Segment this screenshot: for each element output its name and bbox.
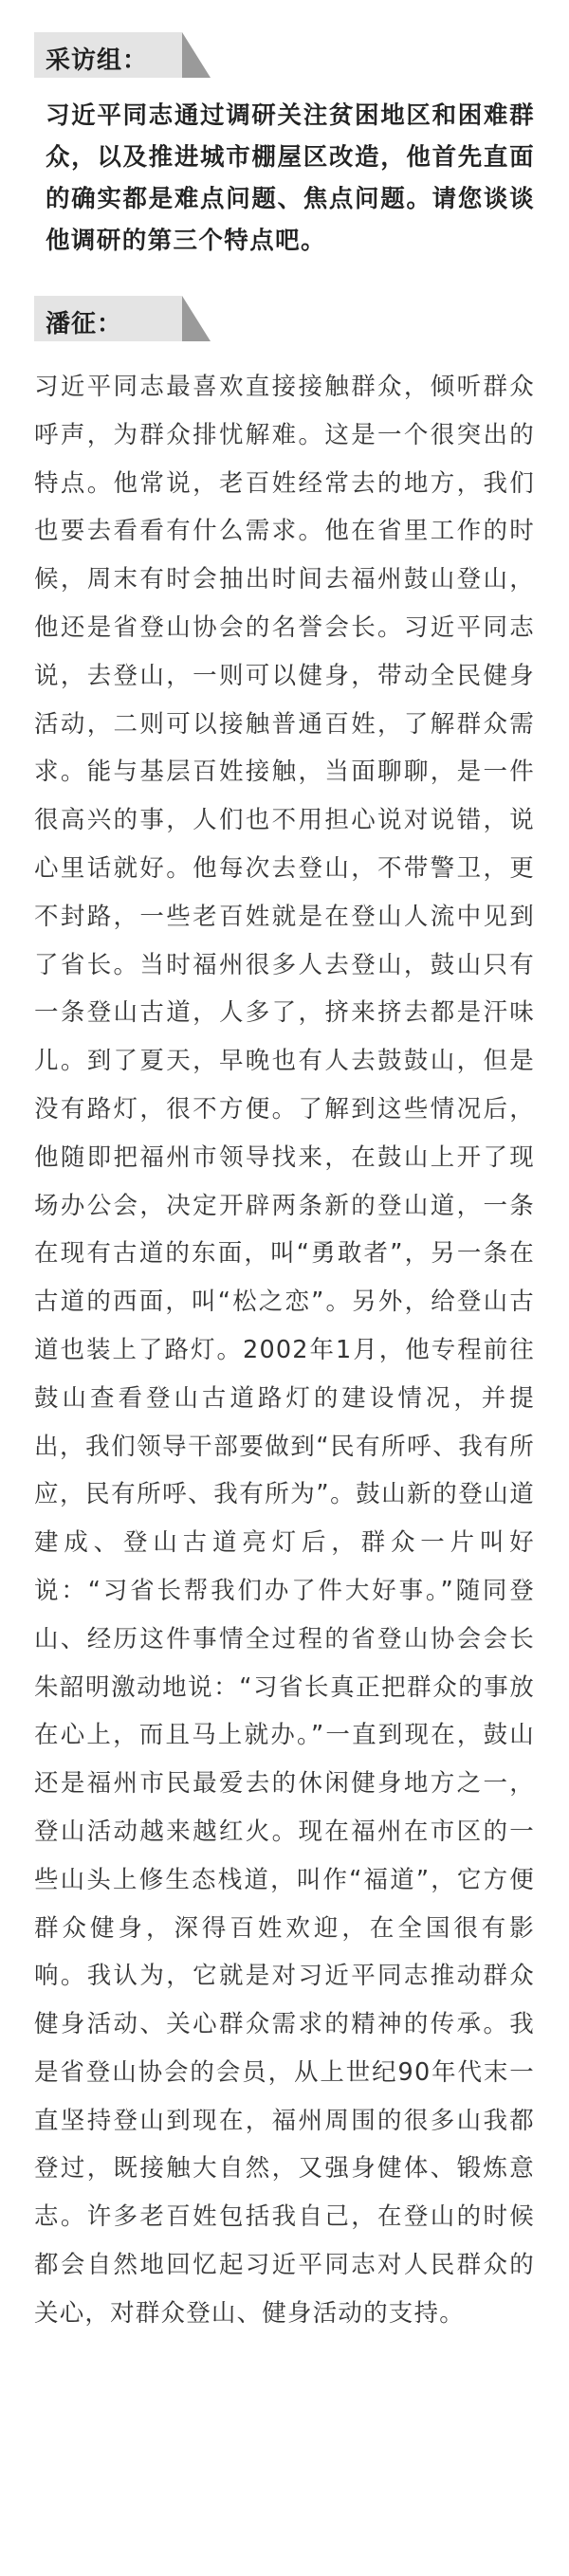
interviewee-section-header — [34, 296, 182, 341]
header-fold-decoration — [182, 32, 211, 78]
interviewer-label: 采访组： — [46, 46, 149, 75]
interviewee-answer: 习近平同志最喜欢直接接触群众，倾听群众呼声，为群众排忧解难。这是一个很突出的特点。他常说，老百姓经常去的地方，我们也要去看看有什么需求。他在省里工作的时候，周末有时会抽出时间去福州鼓山登山，他还是省登山协会的名誉会长。习近平同志说，去登山，一则可以健身，带动全民健身活动，二则可以接触普通百姓，了解群众需求。能与基层百姓接触，当面聊聊，是一件很高兴的事，人们也不用担心说对说错，说心里话就好。他每次去登山，不带警卫，更不封路，一些老百姓就是在登山人流中见到了省长。当时福州很多人去登山，鼓山只有一条登山古道，人多了，挤来挤去都是汗味儿。到了夏天，早晚也有人去鼓鼓山，但是没有路灯，很不方便。了解到这些情况后，他随即把福州市领导找来，在鼓山上开了现场办公会，决定开辟两条新的登山道，一条在现有古道的东面，叫“勇敢者”，另一条在古道的西面，叫“松之恋”。另外，给登山古道也装上了路灯。2002年1月，他专程前往鼓山查看登山古道路灯的建设情况，并提出，我们领导干部要做到“民有所呼、我有所应，民有所呼、我有所为”。鼓山新的登山道建成、登山古道亮灯后，群众一片叫好说：“习省长帮我们办了件大好事。”随同登山、经历这件事情全过程的省登山协会会长朱韶明激动地说：“习省长真正把群众的事放在心上，而且马上就办。”一直到现在，鼓山还是福州市民最爱去的休闲健身地方之一，登山活动越来越红火。现在福州在市区的一些山头上修生态栈道，叫作“福道”，它方便群众健身，深得百姓欢迎，在全国很有影响。我认为，它就是对习近平同志推动群众健身活动、关心群众需求的精神的传承。我是省登山协会的会员，从上世纪90年代末一直坚持登山到现在，福州周围的很多山我都登过，既接触大自然，又强身健体、锻炼意志。许多老百姓包括我自己，在登山的时候都会自然地回忆起习近平同志对人民群众的关心，对群众登山、健身活动的支持。 — [34, 373, 535, 2328]
interviewer-section-header — [34, 32, 182, 78]
header-fold-decoration — [182, 296, 211, 341]
interviewer-question: 习近平同志通过调研关注贫困地区和困难群众，以及推进城市棚屋区改造，他首先直面的确实都是难点问题、焦点问题。请您谈谈他调研的第三个特点吧。 — [46, 101, 535, 255]
interviewee-label: 潘征： — [46, 310, 123, 338]
